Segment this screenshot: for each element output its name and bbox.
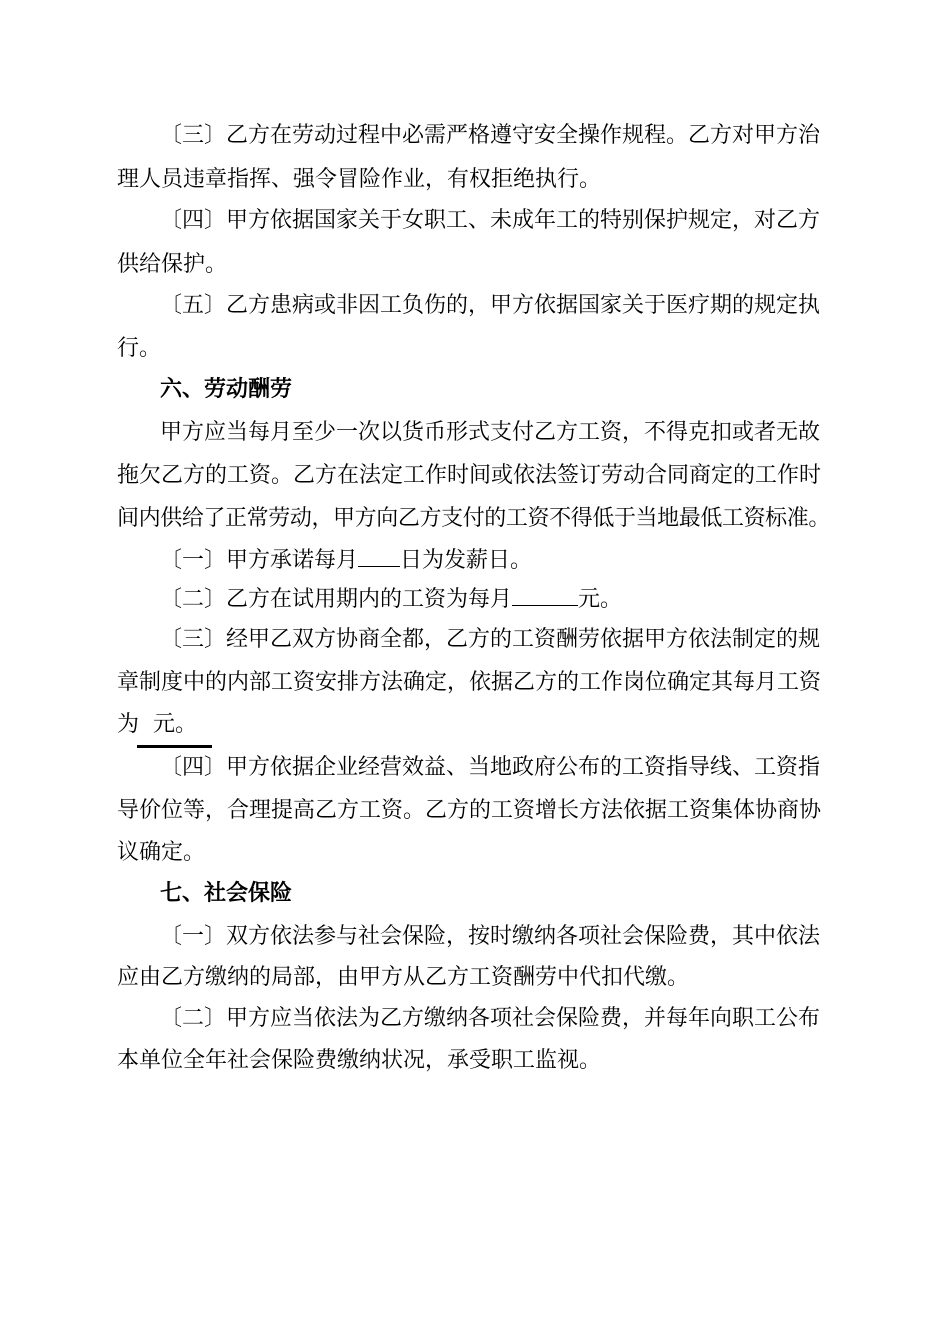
- paragraph-line: 章制度中的内部工资安排方法确定，依据乙方的工作岗位确定其每月工资: [117, 670, 822, 695]
- monthly-pay-text-end: 元。: [153, 712, 198, 737]
- section-heading: 六、劳动酬劳: [160, 377, 293, 402]
- monthly-pay-blank-rule: [137, 745, 212, 748]
- paragraph-line: 〔四〕甲方依据国家关于女职工、未成年工的特别保护规定，对乙方: [160, 208, 821, 233]
- paragraph-line: 〔二〕甲方应当依法为乙方缴纳各项社会保险费，并每年向职工公布: [160, 1006, 821, 1031]
- paragraph-line: 〔三〕乙方在劳动过程中必需严格遵守安全操作规程。乙方对甲方治: [160, 123, 821, 148]
- probation-pay-line: [160, 583, 622, 613]
- paragraph-line: 〔四〕甲方依据企业经营效益、当地政府公布的工资指导线、工资指: [160, 755, 821, 780]
- pay-day-text: 〔一〕甲方承诺每月: [160, 548, 359, 573]
- paragraph-line: 间内供给了正常劳动，甲方向乙方支付的工资不得低于当地最低工资标准。: [117, 506, 831, 531]
- section-heading: 七、社会保险: [160, 881, 293, 906]
- paragraph-line: 本单位全年社会保险费缴纳状况，承受职工监视。: [117, 1048, 602, 1073]
- paragraph-line: 〔五〕乙方患病或非因工负伤的，甲方依据国家关于医疗期的规定执: [160, 293, 821, 318]
- paragraph-line: 供给保护。: [117, 252, 228, 277]
- paragraph-line: 应由乙方缴纳的局部，由甲方从乙方工资酬劳中代扣代缴。: [117, 965, 690, 990]
- pay-day-blank: [358, 544, 400, 567]
- pay-day-line: [160, 544, 532, 574]
- probation-pay-text: 〔二〕乙方在试用期内的工资为每月: [160, 587, 513, 612]
- paragraph-line: 议确定。: [117, 840, 206, 865]
- paragraph-line: 〔三〕经甲乙双方协商全都，乙方的工资酬劳依据甲方依法制定的规: [160, 627, 821, 652]
- probation-pay-text-end: 元。: [578, 587, 623, 612]
- paragraph-line: 行。: [117, 336, 162, 361]
- pay-day-text-end: 日为发薪日。: [400, 548, 533, 573]
- monthly-pay-text: 为: [117, 712, 140, 737]
- paragraph-line: 拖欠乙方的工资。乙方在法定工作时间或依法签订劳动合同商定的工作时: [117, 463, 822, 488]
- paragraph-line: 〔一〕双方依法参与社会保险，按时缴纳各项社会保险费，其中依法: [160, 924, 821, 949]
- paragraph-line: 甲方应当每月至少一次以货币形式支付乙方工资，不得克扣或者无故: [160, 420, 821, 445]
- paragraph-line: 导价位等，合理提高乙方工资。乙方的工资增长方法依据工资集体协商协: [117, 798, 822, 823]
- probation-pay-blank: [512, 583, 578, 606]
- monthly-pay-line: [117, 710, 197, 740]
- paragraph-line: 理人员违章指挥、强令冒险作业，有权拒绝执行。: [117, 167, 602, 192]
